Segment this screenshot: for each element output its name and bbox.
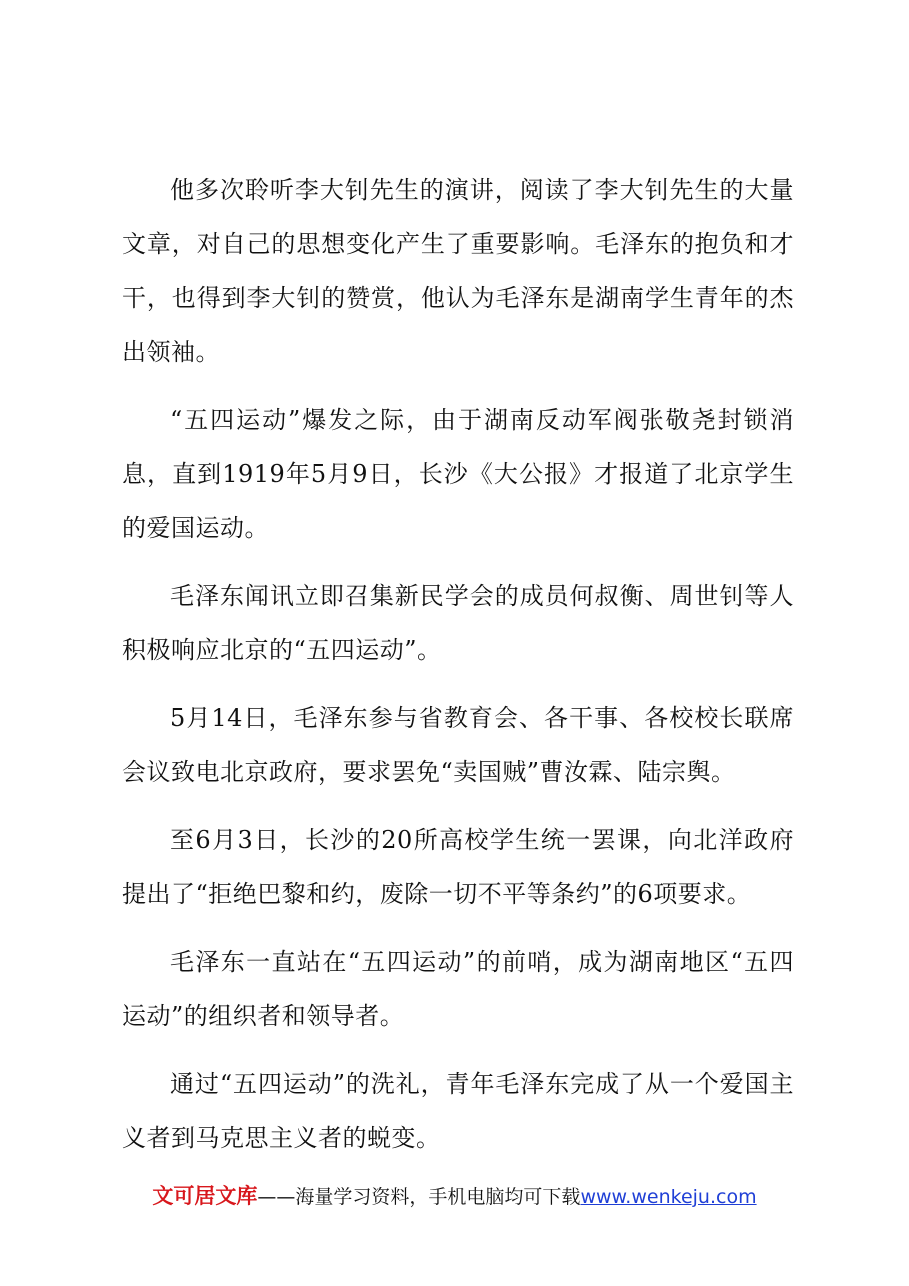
footer-site-link[interactable]: www.wenkeju.com [580,1186,757,1208]
paragraph: 他多次聆听李大钊先生的演讲，阅读了李大钊先生的大量文章，对自己的思想变化产生了重要影响。毛泽东的抱负和才干，也得到李大钊的赞赏，他认为毛泽东是湖南学生青年的杰出领袖。 [122,176,794,366]
paragraph: 毛泽东一直站在“五四运动”的前哨，成为湖南地区“五四运动”的组织者和领导者。 [122,948,794,1030]
document-body [122,163,794,1165]
paragraph: 毛泽东闻讯立即召集新民学会的成员何叔衡、周世钊等人积极响应北京的“五四运动”。 [122,582,794,664]
paragraph: “五四运动”爆发之际，由于湖南反动军阀张敬尧封锁消息，直到1919年5月9日，长沙《大公报》才报道了北京学生的爱国运动。 [122,406,794,542]
paragraph: 5月14日，毛泽东参与省教育会、各干事、各校校长联席会议致电北京政府，要求罢免“卖国贼”曹汝霖、陆宗舆。 [122,704,794,786]
footer-banner [0,1181,909,1212]
footer-brand: 文可居文库 [152,1184,258,1208]
footer-slogan: ——海量学习资料，手机电脑均可下载 [257,1186,581,1208]
paragraph: 通过“五四运动”的洗礼，青年毛泽东完成了从一个爱国主义者到马克思主义者的蜕变。 [122,1070,794,1152]
paragraph: 至6月3日，长沙的20所高校学生统一罢课，向北洋政府提出了“拒绝巴黎和约，废除一切不平等条约”的6项要求。 [122,826,794,908]
